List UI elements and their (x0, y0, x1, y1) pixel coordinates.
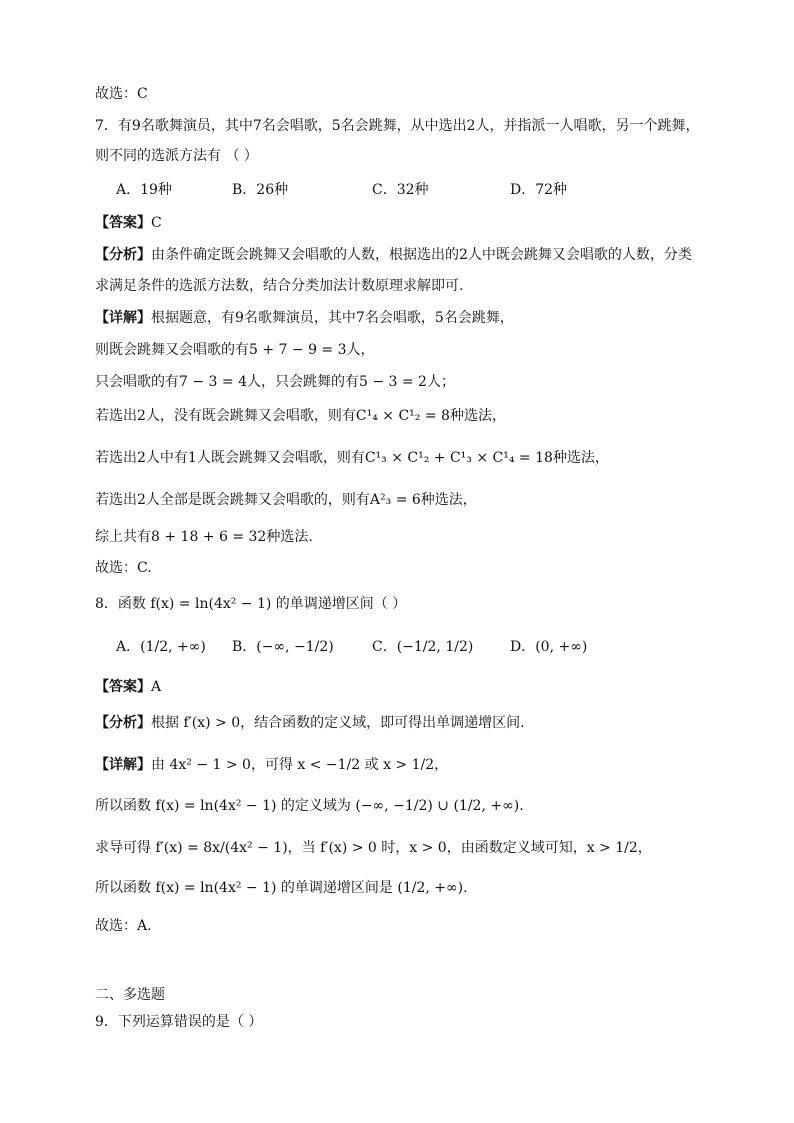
q8-analysis-row (95, 713, 525, 733)
q7-detail-line3: 只会唱歌的有7 − 3 = 4人，只会跳舞的有5 − 3 = 2人； (95, 374, 455, 390)
q7-answer-tag: 【答案】 (95, 215, 151, 231)
q8-detail-tag: 【详解】 (95, 757, 151, 773)
q7-detail-line7: 综上共有8 + 18 + 6 = 32种选法. (95, 529, 313, 545)
q7-detail-row (95, 308, 514, 328)
q8-detail-row (95, 755, 448, 775)
q7-analysis-tag: 【分析】 (95, 247, 151, 263)
q7-final: 故选：C. (95, 560, 152, 576)
q8-answer: A (151, 679, 162, 695)
q8-analysis-tag: 【分析】 (95, 715, 151, 731)
q7-analysis-line1: 由条件确定既会跳舞又会唱歌的人数，根据选出的2人中既会跳舞又会唱歌的人数，分类 (151, 247, 692, 263)
q7-option-d: D．72种 (510, 182, 568, 198)
q8-final: 故选：A. (95, 918, 152, 934)
q9-stem: 9．下列运算错误的是（ ） (95, 1014, 263, 1030)
q7-detail-line2: 则既会跳舞又会唱歌的有5 + 7 − 9 = 3人， (95, 342, 375, 358)
q7-option-b: B．26种 (232, 182, 289, 198)
q8-answer-row (95, 677, 161, 697)
q7-answer: C (151, 215, 162, 231)
prev-answer: 故选：C (95, 86, 148, 102)
section-heading: 二、多选题 (95, 987, 165, 1003)
q8-option-c: C．(−1/2, 1/2) (372, 639, 474, 655)
q7-stem-line1: 7．有9名歌舞演员，其中7名会唱歌，5名会跳舞，从中选出2人，并指派一人唱歌，另一个跳舞， (95, 118, 700, 134)
q7-detail-line4: 若选出2人，没有既会跳舞又会唱歌，则有C¹₄ × C¹₂ = 8种选法， (95, 408, 506, 424)
q7-detail-line1: 根据题意，有9名歌舞演员，其中7名会唱歌，5名会跳舞， (151, 310, 514, 326)
q8-detail-line2: 所以函数 f(x) = ln(4x² − 1) 的定义域为 (−∞, −1/2) ∪ (1/2, +∞). (95, 798, 524, 814)
q8-detail-line3: 求导可得 f′(x) = 8x/(4x² − 1)，当 f′(x) > 0 时，x > 0，由函数定义域可知，x > 1/2， (95, 840, 652, 856)
q7-option-c: C．32种 (372, 182, 429, 198)
q7-detail-line5: 若选出2人中有1人既会跳舞又会唱歌，则有C¹₃ × C¹₂ + C¹₃ × C¹₄ = 18种选法， (95, 450, 609, 466)
q7-analysis-line2: 求满足条件的选派方法数，结合分类加法计数原理求解即可. (95, 278, 464, 294)
q7-stem-line2: 则不同的选派方法有 （ ） (95, 148, 258, 164)
q8-option-d: D．(0, +∞) (510, 639, 588, 655)
q8-analysis: 根据 f′(x) > 0，结合函数的定义域，即可得出单调递增区间. (151, 715, 525, 731)
q7-analysis-row (95, 245, 692, 265)
q8-detail-line1: 由 4x² − 1 > 0，可得 x < −1/2 或 x > 1/2， (151, 757, 449, 773)
q8-detail-line4: 所以函数 f(x) = ln(4x² − 1) 的单调递增区间是 (1/2, +∞). (95, 880, 468, 896)
q8-stem: 8．函数 f(x) = ln(4x² − 1) 的单调递增区间（ ） (95, 596, 407, 612)
q7-answer-row (95, 213, 162, 233)
q8-answer-tag: 【答案】 (95, 679, 151, 695)
q7-detail-line6: 若选出2人全部是既会跳舞又会唱歌的，则有A²₃ = 6种选法， (95, 492, 477, 508)
q8-option-a: A．(1/2, +∞) (116, 639, 206, 655)
q7-option-a: A．19种 (116, 182, 172, 198)
q7-detail-tag: 【详解】 (95, 310, 151, 326)
q8-option-b: B．(−∞, −1/2) (232, 639, 334, 655)
